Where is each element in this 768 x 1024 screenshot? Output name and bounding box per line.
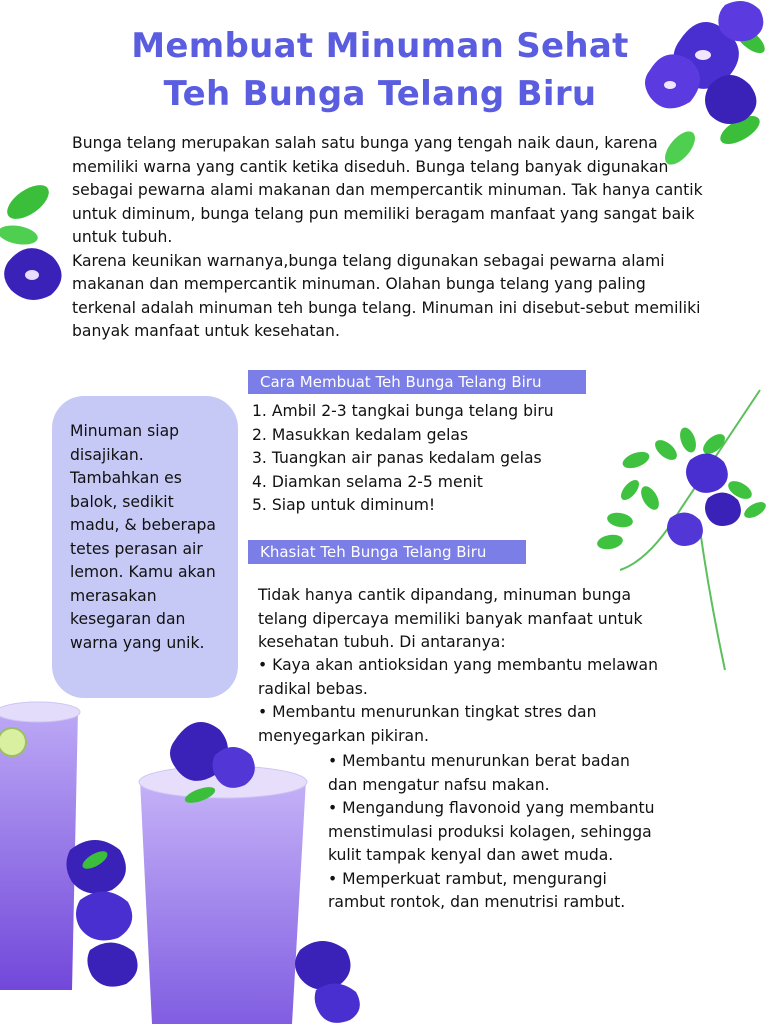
benefit-item: • Kaya akan antioksidan yang membantu melawan radikal bebas. xyxy=(258,654,678,701)
flower-center xyxy=(695,50,711,60)
flower-petal xyxy=(686,453,728,492)
flower-center xyxy=(25,270,39,280)
how-to-heading: Cara Membuat Teh Bunga Telang Biru xyxy=(248,370,586,394)
flower-petal xyxy=(76,891,132,940)
flower-petal xyxy=(705,492,741,526)
benefit-item: • Mengandung flavonoid yang membantu menstimulasi produksi kolagen, sehingga kulit tampak kenyal dan awet muda. xyxy=(328,797,658,868)
lemon-slice-icon xyxy=(0,728,26,756)
flower-petal xyxy=(315,983,360,1022)
leaf-icon xyxy=(637,483,662,513)
page-title xyxy=(60,22,700,118)
leaf-icon xyxy=(677,425,699,454)
butterfly-pea-flower-icon xyxy=(0,180,70,310)
serving-note-text: Minuman siap disajikan. Tambahkan es balok, sedikit madu, & beberapa tetes perasan air lemon. Kamu akan merasakan kesegaran dan warna yang unik. xyxy=(70,422,216,652)
butterfly-pea-flower-icon xyxy=(640,0,768,170)
title-line-1: Membuat Minuman Sehat xyxy=(131,26,629,66)
drink-glass-icon xyxy=(0,700,380,1024)
benefit-item: • Membantu menurunkan berat badan dan mengatur nafsu makan. xyxy=(328,750,658,797)
benefit-item: • Membantu menurunkan tingkat stres dan menyegarkan pikiran. xyxy=(258,701,678,748)
leaf-icon xyxy=(1,180,54,226)
leaf-icon xyxy=(652,436,681,463)
intro-paragraph-2: Karena keunikan warnanya,bunga telang digunakan sebagai pewarna alami makanan dan mempercantik minuman. Olahan bunga telang yang paling terkenal adalah minuman teh bunga telang. Minuman ini disebut-sebut memiliki banyak manfaat untuk kesehatan. xyxy=(72,251,701,340)
glass-rim xyxy=(0,702,80,722)
leaf-icon xyxy=(620,449,651,472)
butterfly-pea-vine-icon xyxy=(590,380,768,680)
flower-petal xyxy=(667,512,703,546)
intro-text xyxy=(72,132,712,344)
leaf-icon xyxy=(618,477,643,503)
benefits-heading: Khasiat Teh Bunga Telang Biru xyxy=(248,540,526,564)
step-item: 3. Tuangkan air panas kedalam gelas xyxy=(252,449,542,467)
vine-stem xyxy=(700,530,725,670)
flower-center xyxy=(664,81,676,89)
leaf-icon xyxy=(742,499,768,521)
flower-petal xyxy=(295,941,351,990)
flower-petal xyxy=(87,942,137,986)
step-item: 5. Siap untuk diminum! xyxy=(252,496,436,514)
leaf-icon xyxy=(596,533,624,551)
benefits-intro: Tidak hanya cantik dipandang, minuman bunga telang dipercaya memiliki banyak manfaat untuk kesehatan tubuh. Di antaranya: xyxy=(258,586,643,651)
flower-petal xyxy=(718,1,763,41)
intro-paragraph-1: Bunga telang merupakan salah satu bunga yang tengah naik daun, karena memiliki warna yang cantik ketika diseduh. Bunga telang banyak digunakan sebagai pewarna alami makanan dan mempercantik minuman. Tak hanya cantik untuk diminum, bunga telang pun memiliki beragam manfaat yang sangat baik untuk tubuh. xyxy=(72,134,703,246)
step-item: 4. Diamkan selama 2-5 menit xyxy=(252,472,483,491)
leaf-icon xyxy=(0,223,39,248)
step-item: 2. Masukkan kedalam gelas xyxy=(252,425,469,444)
leaf-icon xyxy=(659,126,700,169)
leaf-icon xyxy=(606,511,634,529)
step-item: 1. Ambil 2-3 tangkai bunga telang biru xyxy=(252,402,554,420)
flower-petal xyxy=(66,840,125,894)
glass-body xyxy=(140,780,306,1024)
title-line-2: Teh Bunga Telang Biru xyxy=(163,74,597,114)
benefit-item: • Memperkuat rambut, mengurangi rambut rontok, dan menutrisi rambut. xyxy=(328,868,658,915)
